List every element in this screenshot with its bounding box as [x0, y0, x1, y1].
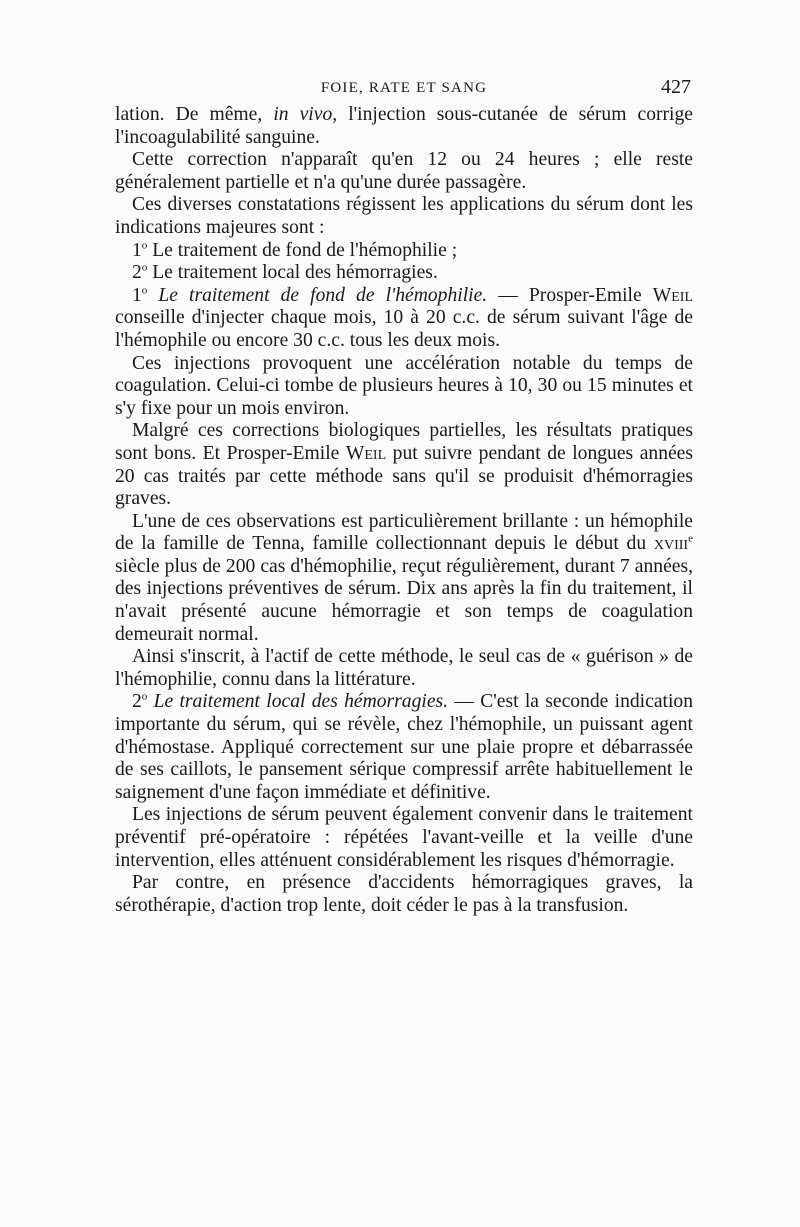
paragraph: Les injections de sérum peuvent également convenir dans le traitement préventif pré-opératoire : répétées l'avant-veille et la veille d'une intervention, elles atténuent considérablement les risques d'hémorragie.	[115, 804, 693, 871]
paragraph: Cette correction n'apparaît qu'en 12 ou 24 heures ; elle reste généralement partielle et n'a qu'une durée passagère.	[115, 149, 693, 193]
author-name: Weil	[652, 284, 693, 306]
paragraph: Malgré ces corrections biologiques partielles, les résultats pratiques sont bons. Et Prosper-Emile Weil put suivre pendant de longues années 20 cas traités par cette méthode sans qu'il se produisit d'hémorragies graves.	[115, 420, 694, 510]
running-header	[115, 78, 693, 104]
section-paragraph: 2$^o$ Le traitement local des hémorragies. — C'est la seconde indication importante du sérum, qui se révèle, chez l'hémophile, un puissant agent d'hémostase. Appliqué correctement sur une plaie propre et débarrassée de ses caillots, le pansement sérique compressif arrête habituellement le saignement d'une façon immédiate et définitive.	[115, 690, 693, 803]
body-text	[115, 104, 693, 917]
section-heading: Le traitement de fond de l'hémophilie.	[147, 284, 488, 306]
paragraph: Ces diverses constatations régissent les applications du sérum dont les indications majeures sont :	[115, 194, 693, 238]
paragraph: Par contre, en présence d'accidents hémorragiques graves, la sérothérapie, d'action trop lente, doit céder le pas à la transfusion.	[115, 872, 693, 916]
paragraph: lation. De même, in vivo, l'injection sous-cutanée de sérum corrige l'incoagulabilité sanguine.	[115, 104, 693, 148]
list-item: 1$^o$ Le traitement de fond de l'hémophilie ;	[132, 239, 458, 261]
paragraph: L'une de ces observations est particulièrement brillante : un hémophile de la famille de Tenna, famille collectionnant depuis le début du xviii$^e$ siècle plus de 200 cas d'hémophilie, reçut régulièrement, durant 7 années, des injections préventives de sérum. Dix ans après la fin du traitement, il n'avait présenté aucune hémorragie et son temps de coagulation demeurait normal.	[115, 510, 693, 645]
paragraph: Ainsi s'inscrit, à l'actif de cette méthode, le seul cas de « guérison » de l'hémophilie, connu dans la littérature.	[115, 646, 693, 690]
section-paragraph: 1$^o$ Le traitement de fond de l'hémophilie. — Prosper-Emile Weil conseille d'injecter chaque mois, 10 à 20 c.c. de sérum suivant l'âge de l'hémophile ou encore 30 c.c. tous les deux mois.	[115, 284, 693, 351]
paragraph: Ces injections provoquent une accélération notable du temps de coagulation. Celui-ci tombe de plusieurs heures à 10, 30 ou 15 minutes et s'y fixe pour un mois environ.	[115, 352, 693, 419]
list-item: 2$^o$ Le traitement local des hémorragies.	[132, 261, 438, 284]
author-name: Weil	[345, 442, 387, 464]
running-title: FOIE, RATE ET SANG	[320, 80, 488, 96]
section-heading: Le traitement local des hémorragies.	[147, 691, 449, 713]
book-page	[115, 78, 693, 917]
page-number: 427	[661, 76, 691, 98]
